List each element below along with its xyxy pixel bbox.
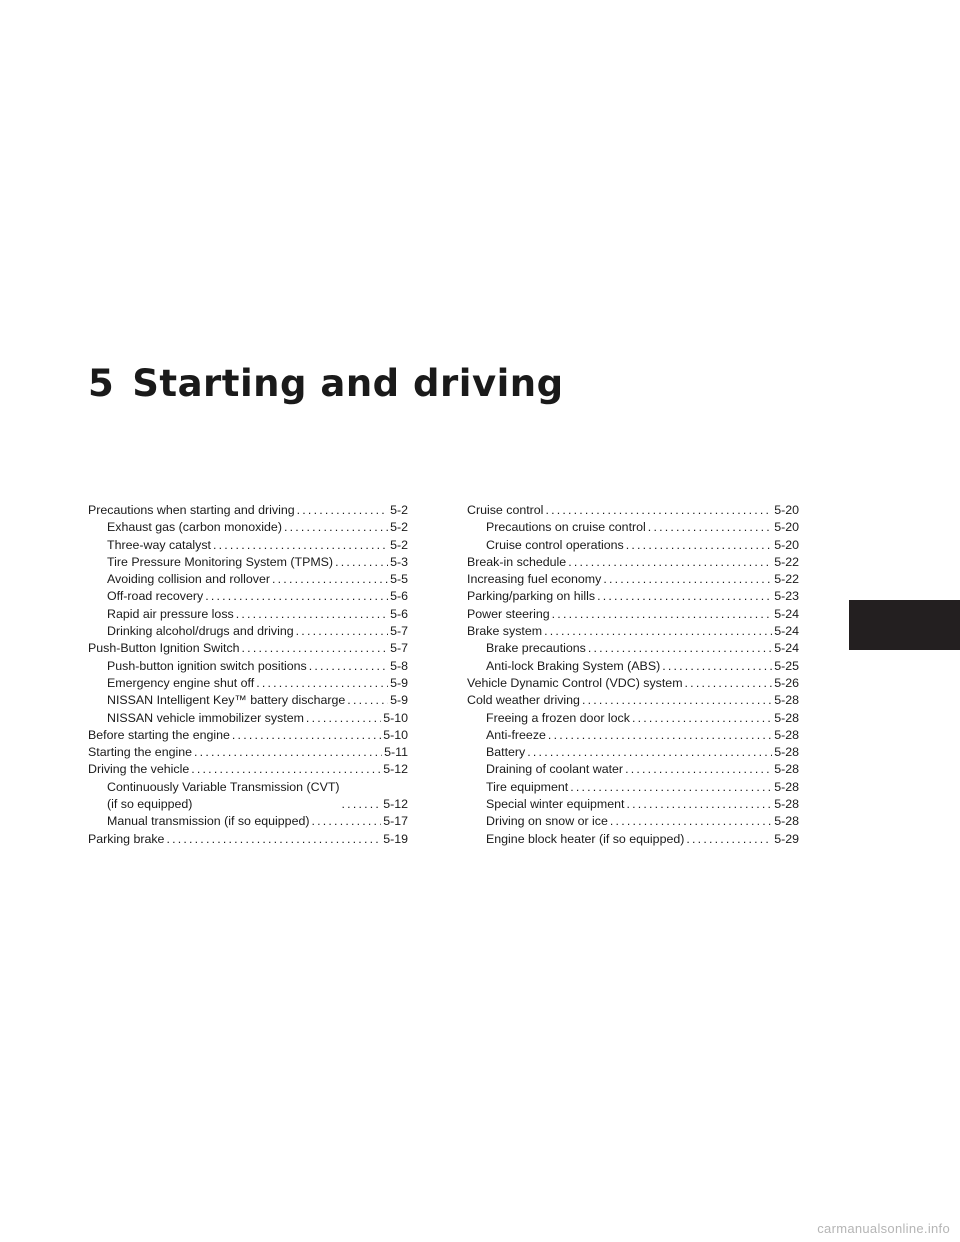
toc-dot-leader	[284, 519, 388, 536]
toc-entry-label: Exhaust gas (carbon monoxide)	[107, 520, 282, 535]
toc-entry-page: 5-24	[774, 641, 799, 656]
toc-entry[interactable]	[467, 692, 799, 709]
toc-dot-leader	[544, 623, 772, 640]
toc-dot-leader	[552, 606, 773, 623]
toc-entry-page: 5-28	[774, 693, 799, 708]
toc-entry-page: 5-28	[774, 797, 799, 812]
toc-entry[interactable]	[467, 571, 799, 588]
toc-entry[interactable]	[88, 658, 408, 675]
toc-dot-leader	[588, 640, 772, 657]
toc-dot-leader	[570, 779, 772, 796]
toc-entry[interactable]	[467, 606, 799, 623]
toc-entry-label-block	[107, 779, 340, 814]
toc-entry-label: Vehicle Dynamic Control (VDC) system	[467, 675, 683, 690]
toc-dot-leader	[236, 606, 388, 623]
toc-entry-page: 5-17	[383, 814, 408, 829]
toc-entry-label: Avoiding collision and rollover	[107, 572, 271, 587]
toc-dot-leader	[166, 831, 381, 848]
toc-dot-leader	[568, 554, 772, 571]
toc-entry-label: Manual transmission (if so equipped)	[107, 814, 310, 829]
toc-dot-leader	[272, 571, 388, 588]
watermark: carmanualsonline.info	[817, 1221, 950, 1236]
toc-dot-leader	[309, 658, 388, 675]
toc-dot-leader	[527, 744, 772, 761]
toc-entry-page: 5-19	[383, 831, 408, 846]
toc-entry-label: Precautions on cruise control	[486, 520, 646, 535]
toc-entry-page: 5-2	[390, 537, 408, 552]
toc-entry-page: 5-7	[390, 641, 408, 656]
toc-entry[interactable]	[467, 675, 799, 692]
toc-entry-label: Brake precautions	[486, 641, 586, 656]
toc-dot-leader	[335, 554, 388, 571]
toc-entry[interactable]	[88, 727, 408, 744]
toc-entry-page: 5-6	[390, 589, 408, 604]
toc-entry-label: Freeing a frozen door lock	[486, 710, 630, 725]
toc-entry-label: Driving the vehicle	[88, 762, 190, 777]
toc-entry[interactable]	[88, 623, 408, 640]
toc-entry-page: 5-7	[390, 624, 408, 639]
toc-dot-leader	[686, 831, 772, 848]
toc-entry[interactable]	[88, 744, 408, 761]
toc-entry-label: Increasing fuel economy	[467, 572, 602, 587]
toc-dot-leader	[296, 623, 388, 640]
toc-entry-label: Emergency engine shut off	[107, 675, 255, 690]
toc-entry[interactable]	[467, 502, 799, 519]
toc-entry[interactable]	[88, 831, 408, 848]
toc-entry-page: 5-28	[774, 727, 799, 742]
toc-entry[interactable]	[88, 692, 408, 709]
toc-dot-leader	[632, 710, 772, 727]
toc-entry[interactable]	[467, 761, 799, 778]
toc-entry-label: Three-way catalyst	[107, 537, 211, 552]
toc-entry-label: Continuously Variable Transmission (CVT)	[107, 779, 340, 794]
toc-dot-leader	[625, 761, 772, 778]
toc-entry-page: 5-24	[774, 606, 799, 621]
toc-entry-label: Special winter equipment	[486, 797, 625, 812]
toc-dot-leader	[306, 710, 381, 727]
toc-entry-label: Cruise control operations	[486, 537, 624, 552]
toc-entry-label: Precautions when starting and driving	[88, 503, 295, 517]
toc-dot-leader	[626, 537, 772, 554]
toc-dot-leader	[256, 675, 388, 692]
toc-entry-page: 5-2	[390, 503, 408, 517]
toc-entry-label: Tire Pressure Monitoring System (TPMS)	[107, 554, 334, 569]
toc-entry-label: Cruise control	[467, 503, 544, 517]
toc-entry-page: 5-28	[774, 779, 799, 794]
toc-dot-leader	[347, 692, 388, 709]
toc-entry[interactable]	[88, 537, 408, 554]
toc-entry-label: Tire equipment	[486, 779, 569, 794]
toc-entry-label: Anti-lock Braking System (ABS)	[486, 658, 661, 673]
toc-dot-leader	[548, 727, 772, 744]
toc-entry-label: Push-Button Ignition Switch	[88, 641, 240, 656]
toc-dot-leader	[610, 813, 772, 830]
toc-dot-leader	[662, 658, 772, 675]
toc-dot-leader	[297, 502, 388, 519]
toc-entry-page: 5-22	[774, 572, 799, 587]
toc-dot-leader	[648, 519, 772, 536]
toc-right-column	[467, 502, 799, 848]
toc-entry[interactable]	[467, 831, 799, 848]
toc-dot-leader	[232, 727, 381, 744]
toc-entry-page: 5-20	[774, 503, 799, 517]
toc-entry[interactable]	[467, 727, 799, 744]
toc-entry[interactable]	[467, 796, 799, 813]
toc-entry-label: Break-in schedule	[467, 554, 567, 569]
toc-entry-page: 5-9	[390, 693, 408, 708]
toc-entry-page: 5-28	[774, 814, 799, 829]
toc-entry[interactable]	[88, 710, 408, 727]
toc-dot-leader	[194, 744, 382, 761]
toc-entry-page: 5-12	[383, 762, 408, 777]
toc-entry[interactable]	[467, 744, 799, 761]
toc-dot-leader	[213, 537, 388, 554]
toc-entry[interactable]	[88, 519, 408, 536]
toc-entry-page: 5-20	[774, 520, 799, 535]
toc-left-column	[88, 502, 408, 848]
toc-entry-page: 5-10	[383, 727, 408, 742]
toc-entry-page: 5-26	[774, 675, 799, 690]
toc-entry[interactable]	[88, 813, 408, 830]
toc-entry[interactable]	[467, 588, 799, 605]
toc-entry-label: Anti-freeze	[486, 727, 546, 742]
toc-entry[interactable]	[467, 554, 799, 571]
toc-entry-page: 5-20	[774, 537, 799, 552]
toc-entry-page: 5-10	[383, 710, 408, 725]
toc-entry-label: Power steering	[467, 606, 550, 621]
toc-entry-label: Draining of coolant water	[486, 762, 624, 777]
toc-dot-leader	[191, 761, 381, 778]
toc-entry[interactable]	[88, 761, 408, 778]
toc-entry-label: Drinking alcohol/drugs and driving	[107, 624, 294, 639]
toc-entry[interactable]	[467, 658, 799, 675]
toc-entry-label: Before starting the engine	[88, 727, 230, 742]
toc-entry-label: Parking/parking on hills	[467, 589, 596, 604]
toc-entry-label: Battery	[486, 745, 526, 760]
toc-entry-page: 5-9	[390, 675, 408, 690]
toc-entry-label-continued: (if so equipped)	[107, 797, 193, 812]
toc-dot-leader	[545, 502, 772, 519]
toc-entry-page: 5-28	[774, 745, 799, 760]
toc-entry-label: Brake system	[467, 624, 543, 639]
toc-dot-leader	[582, 692, 772, 709]
toc-entry[interactable]	[88, 606, 408, 623]
toc-entry-page: 5-28	[774, 710, 799, 725]
toc-entry-label: NISSAN Intelligent Key™ battery discharge	[107, 693, 346, 708]
toc-entry[interactable]	[88, 588, 408, 605]
toc-dot-leader	[342, 796, 382, 813]
toc-entry-label: Push-button ignition switch positions	[107, 658, 307, 673]
toc-entry[interactable]	[88, 571, 408, 588]
toc-dot-leader	[626, 796, 772, 813]
chapter-number: 5	[88, 362, 115, 405]
toc-entry[interactable]	[88, 640, 408, 657]
toc-entry-page: 5-6	[390, 606, 408, 621]
toc-entry[interactable]	[88, 779, 408, 814]
toc-dot-leader	[685, 675, 773, 692]
toc-entry-page: 5-24	[774, 624, 799, 639]
toc-entry-page: 5-5	[390, 572, 408, 587]
toc-entry[interactable]	[467, 519, 799, 536]
toc-entry[interactable]	[88, 675, 408, 692]
toc-entry[interactable]	[467, 537, 799, 554]
toc-dot-leader	[311, 813, 381, 830]
toc-entry-page: 5-11	[384, 745, 408, 760]
toc-entry-page: 5-22	[774, 554, 799, 569]
toc-entry-label: Driving on snow or ice	[486, 814, 608, 829]
toc-entry-label: Off-road recovery	[107, 589, 204, 604]
toc-entry-page: 5-12	[383, 797, 408, 812]
toc-entry-page: 5-2	[390, 520, 408, 535]
toc-entry-label: NISSAN vehicle immobilizer system	[107, 710, 304, 725]
toc-dot-leader	[205, 588, 388, 605]
toc-entry-label: Rapid air pressure loss	[107, 606, 234, 621]
toc-entry-label: Starting the engine	[88, 745, 193, 760]
toc-entry-label: Engine block heater (if so equipped)	[486, 831, 685, 846]
toc-entry-label: Cold weather driving	[467, 693, 580, 708]
toc-entry-label: Parking brake	[88, 831, 165, 846]
toc-entry-page: 5-23	[774, 589, 799, 604]
toc-entry-page: 5-3	[390, 554, 408, 569]
toc-dot-leader	[603, 571, 772, 588]
toc-entry-page: 5-8	[390, 658, 408, 673]
toc-entry-page: 5-28	[774, 762, 799, 777]
toc-dot-leader	[242, 640, 389, 657]
toc-entry[interactable]	[467, 640, 799, 657]
chapter-thumb-tab	[849, 600, 960, 650]
toc-entry[interactable]	[88, 502, 408, 519]
chapter-name: Starting and driving	[132, 362, 564, 405]
toc-entry-page: 5-25	[774, 658, 799, 673]
toc-dot-leader	[597, 588, 772, 605]
toc-entry[interactable]	[467, 813, 799, 830]
chapter-title	[88, 362, 564, 405]
toc-entry[interactable]	[88, 554, 408, 571]
toc-entry[interactable]	[467, 710, 799, 727]
toc-entry-page: 5-29	[774, 831, 799, 846]
toc-entry[interactable]	[467, 779, 799, 796]
toc-entry[interactable]	[467, 623, 799, 640]
